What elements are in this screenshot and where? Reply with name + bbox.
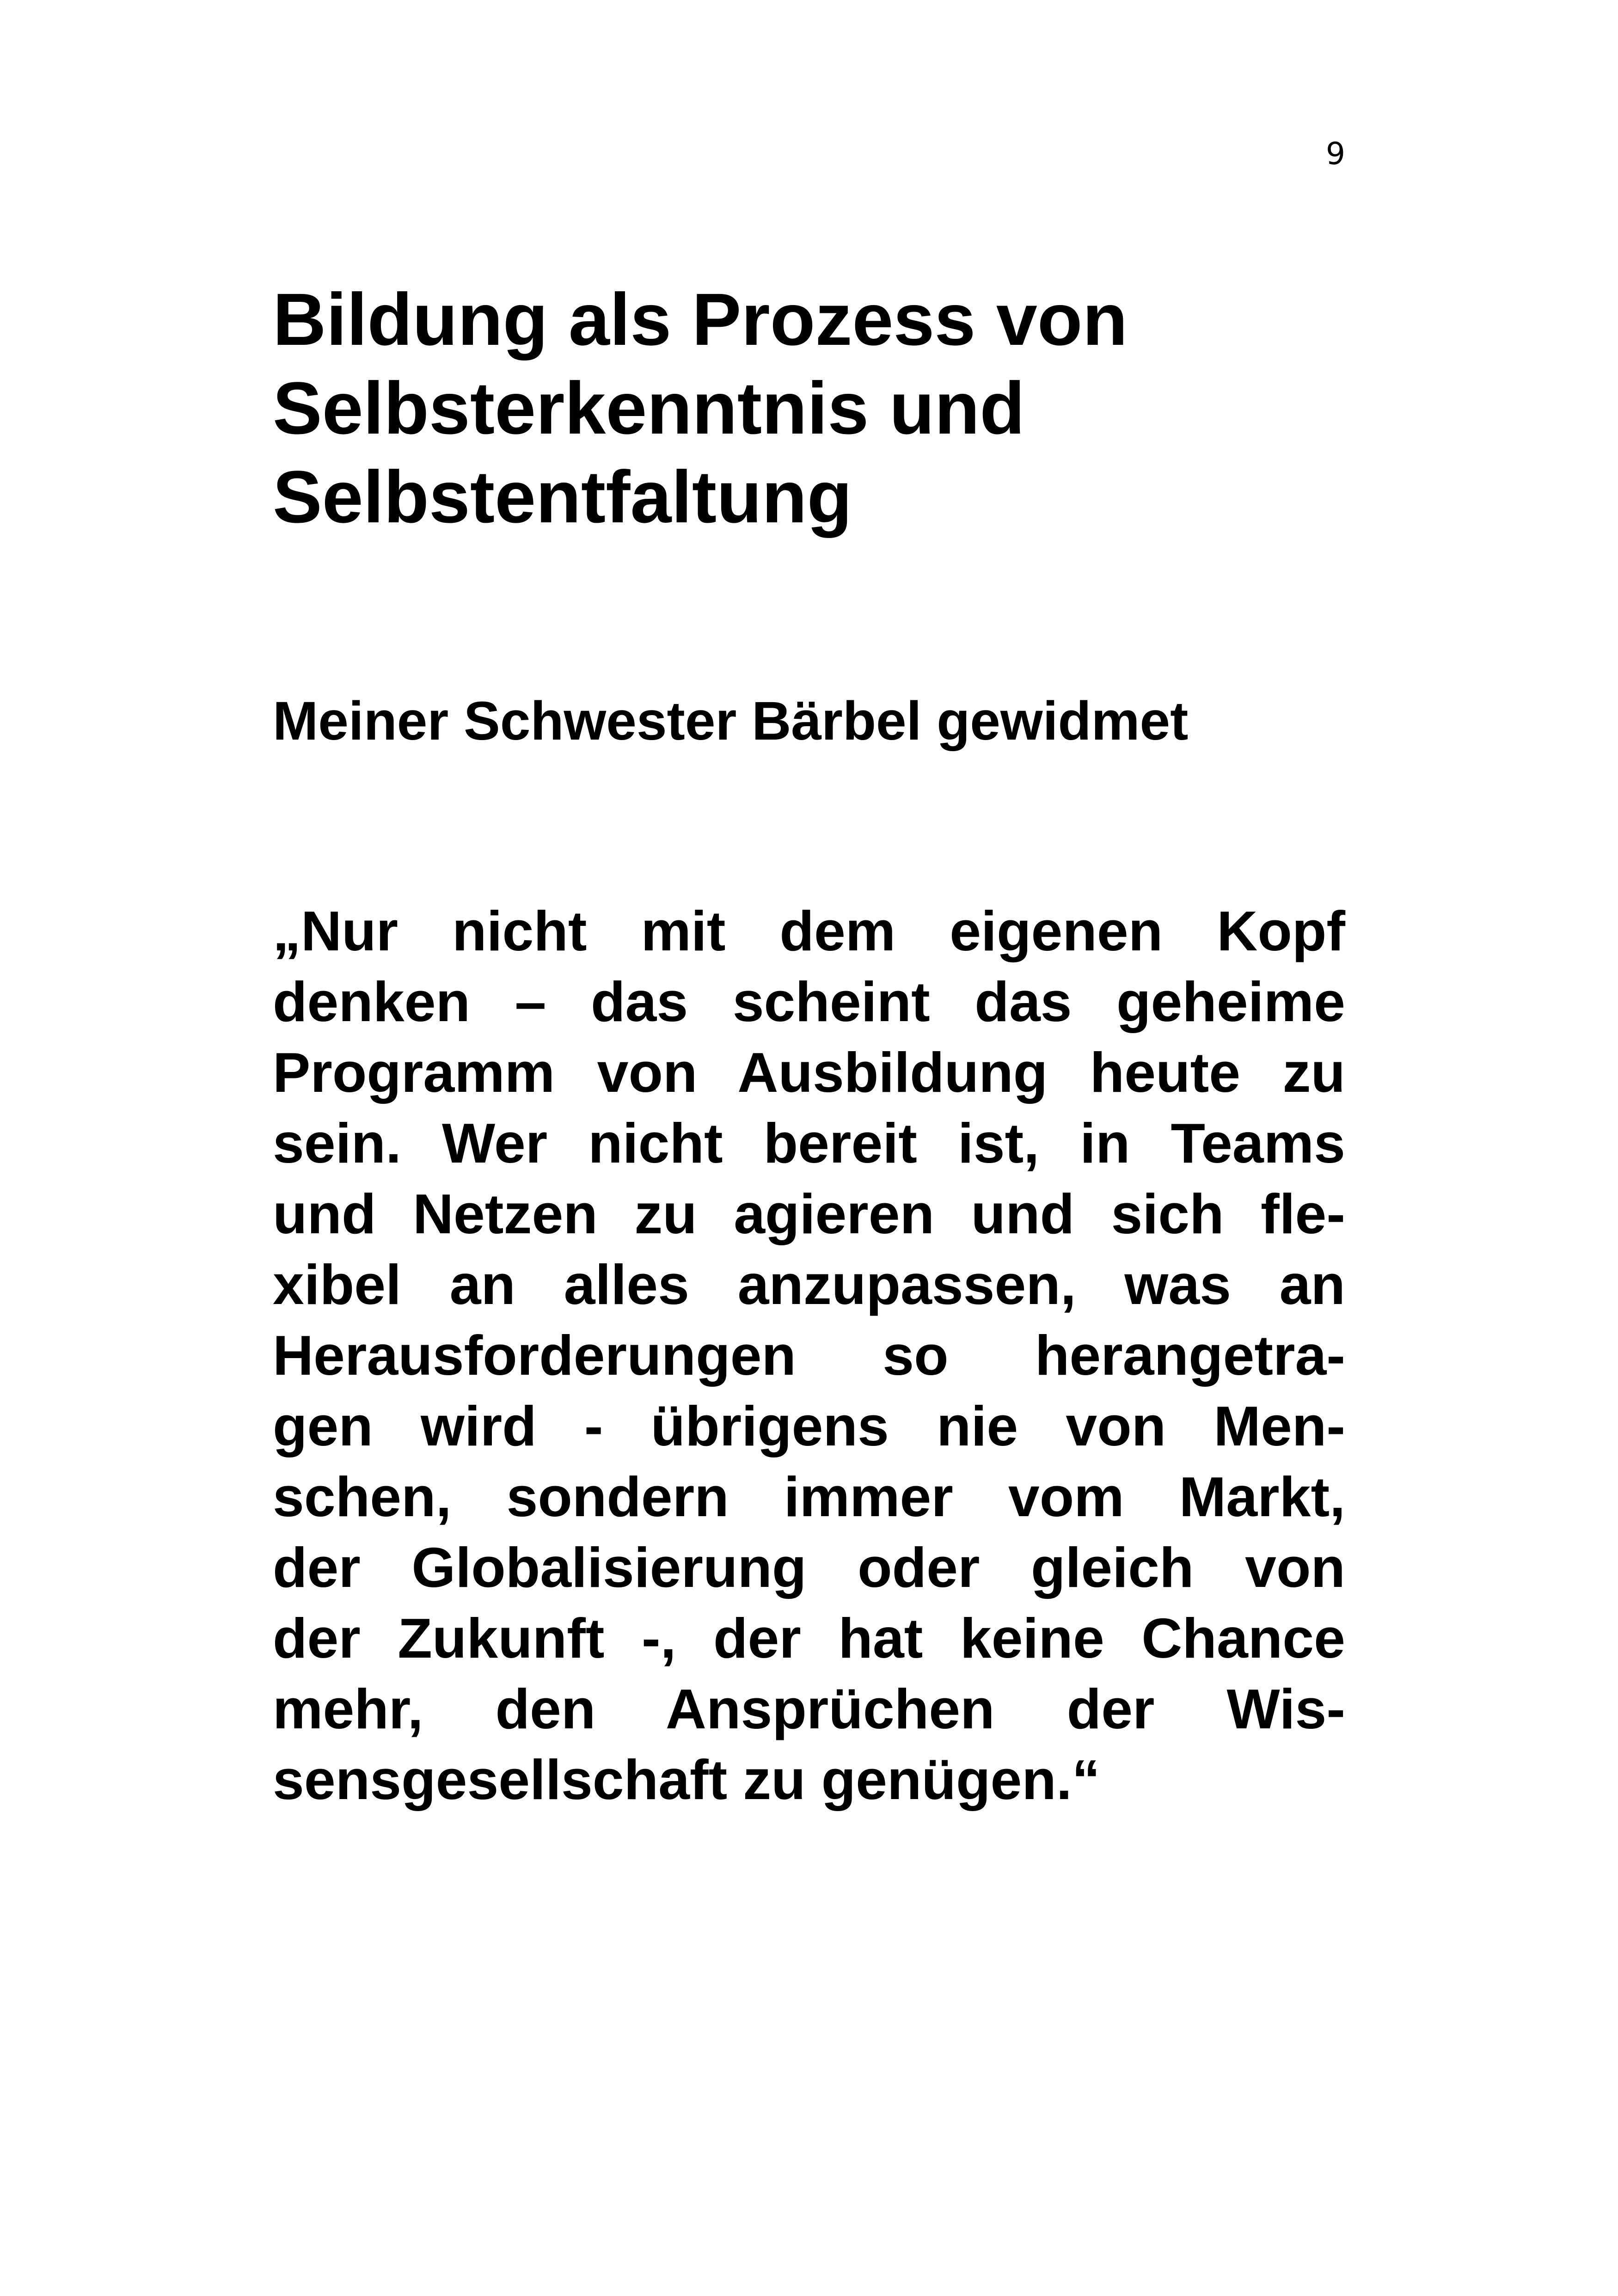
quote-line: Programm von Ausbildung heute zu (273, 1041, 1345, 1104)
quote-line: Herausforderungen so herangetra- (273, 1324, 1345, 1387)
quote-line: mehr, den Ansprüchen der Wis- (273, 1678, 1345, 1740)
quote-line: der Globalisierung oder gleich von (273, 1536, 1345, 1599)
page-number: 9 (1326, 136, 1345, 171)
quote-line: der Zukunft -, der hat keine Chance (273, 1607, 1345, 1670)
chapter-title-line: Bildung als Prozess von (273, 278, 1128, 361)
chapter-title-line: Selbsterkenntnis und (273, 367, 1025, 449)
quote-line: gen wird - übrigens nie von Men- (273, 1395, 1345, 1457)
quote-line: denken – das scheint das geheime (273, 970, 1345, 1033)
dedication: Meiner Schwester Bärbel gewidmet (273, 691, 1189, 752)
quote-line: und Netzen zu agieren und sich fle- (273, 1182, 1345, 1245)
quote-line: xibel an alles anzupassen, was an (273, 1253, 1345, 1316)
quote-line: „Nur nicht mit dem eigenen Kopf (273, 900, 1345, 962)
epigraph-quote (273, 896, 1345, 1815)
quote-line: sein. Wer nicht bereit ist, in Teams (273, 1112, 1345, 1175)
quote-line: sensgesellschaft zu genügen.“ (273, 1748, 1100, 1811)
chapter-title-line: Selbstentfaltung (273, 455, 852, 538)
chapter-title (273, 275, 1382, 541)
quote-line: schen, sondern immer vom Markt, (273, 1465, 1345, 1528)
